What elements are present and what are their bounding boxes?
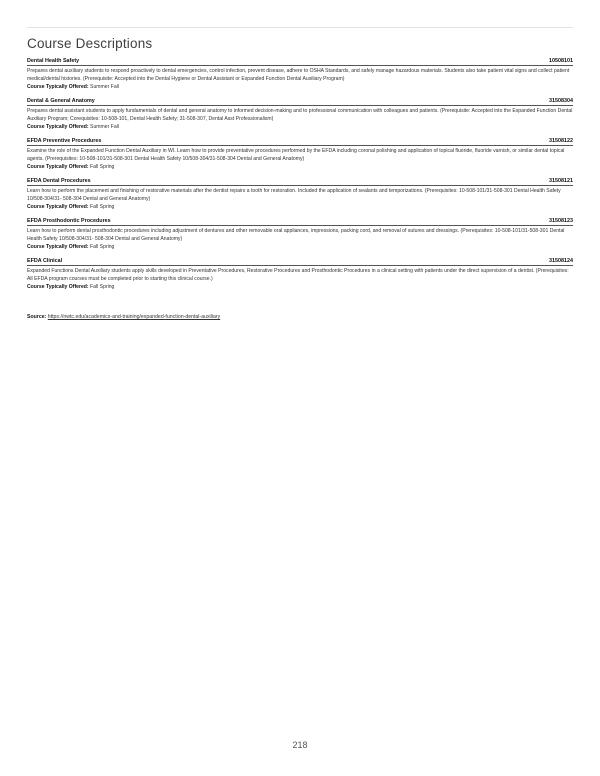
offered-terms: Summer Fall bbox=[90, 84, 119, 90]
course-code: 10508101 bbox=[549, 58, 573, 64]
offered-label: Course Typically Offered: bbox=[27, 164, 89, 170]
course-header bbox=[27, 178, 573, 186]
source-line bbox=[27, 314, 220, 320]
course-code: 31508121 bbox=[549, 178, 573, 184]
offered-terms: Fall Spring bbox=[90, 204, 115, 210]
top-divider bbox=[27, 27, 573, 28]
course-name: EFDA Dental Procedures bbox=[27, 178, 91, 184]
offered-terms: Fall Spring bbox=[90, 284, 115, 290]
course-entry bbox=[27, 98, 573, 131]
course-name: Dental Health Safety bbox=[27, 58, 80, 64]
source-label: Source: bbox=[27, 314, 47, 320]
course-entry bbox=[27, 138, 573, 171]
course-header bbox=[27, 58, 573, 66]
course-code: 31508304 bbox=[549, 98, 573, 104]
offered-label: Course Typically Offered: bbox=[27, 84, 89, 90]
course-header bbox=[27, 258, 573, 266]
course-name: EFDA Preventive Procedures bbox=[27, 138, 102, 144]
course-header bbox=[27, 98, 573, 106]
course-entry bbox=[27, 218, 573, 251]
page-title: Course Descriptions bbox=[27, 36, 153, 51]
course-code: 31508123 bbox=[549, 218, 573, 224]
course-list bbox=[27, 58, 573, 298]
page-number: 218 bbox=[292, 740, 308, 750]
course-description: Learn how to perform the placement and finishing of restorative materials after the dentist repairs a tooth for restoration. Included the application of sealants and temporizations. (Prerequisites: 10-508-101/31-508-301 Dental Health Safety 10/508-304/31- 508-304 Dental and General Anatomy) bbox=[27, 188, 561, 202]
offered-label: Course Typically Offered: bbox=[27, 244, 89, 250]
course-offered bbox=[27, 243, 573, 251]
course-description: Expanded Functions Dental Auxiliary students apply skills developed in Preventative Procedures, Restorative Procedures and Prosthodontic Procedures in a clinical setting with patients under the direct supervision of a dentist. (Prerequisites: All EFDA program courses must be completed prior to starting this clinical course.) bbox=[27, 268, 569, 282]
source-link[interactable]: https://nwtc.edu/academics-and-training/expanded-function-dental-auxiliary bbox=[47, 314, 221, 320]
offered-terms: Summer Fall bbox=[90, 124, 119, 130]
course-description: Examine the role of the Expanded Function Dental Auxiliary in WI. Learn how to provide preventative procedures performed by the EFDA including coronal polishing and application of topical fluoride, fluoride varnish, or similar dental topical agents. (Prerequisites: 10-508-101/31-508-301 Dental Health Safety 10/508-304/31-508-304 Dental and General Anatomy) bbox=[27, 148, 565, 162]
offered-label: Course Typically Offered: bbox=[27, 204, 89, 210]
course-entry bbox=[27, 178, 573, 211]
offered-terms: Fall Spring bbox=[90, 244, 115, 250]
course-offered bbox=[27, 163, 573, 171]
course-offered bbox=[27, 283, 573, 291]
course-header bbox=[27, 138, 573, 146]
course-entry bbox=[27, 58, 573, 91]
course-code: 31508124 bbox=[549, 258, 573, 264]
course-description: Prepares dental auxiliary students to respond proactively to dental emergencies, control infection, prevent disease, adhere to OSHA Standards, and safely manage hazardous materials. Students also take patient vital signs and collect patient medical/dental histories. (Prerequisite: Accepted into the Dental Hygiene or Dental Assistant or Expanded Function Dental Auxiliary Program) bbox=[27, 68, 570, 82]
course-offered bbox=[27, 203, 573, 211]
course-offered bbox=[27, 123, 573, 131]
course-description: Prepares dental assistant students to apply fundamentals of dental and general anatomy to informed decision-making and to professional communication with colleagues and patients. (Prerequisite: Accepted into the Expanded Function Dental Auxiliary Program; Corequisites: 10-508-101, Dental Health Safety; 31-508-307, Dental Asst Professionalism) bbox=[27, 108, 573, 122]
offered-label: Course Typically Offered: bbox=[27, 284, 89, 290]
offered-label: Course Typically Offered: bbox=[27, 124, 89, 130]
course-name: Dental & General Anatomy bbox=[27, 98, 95, 104]
course-header bbox=[27, 218, 573, 226]
course-description: Learn how to perform dental prosthodontic procedures including adjustment of dentures and other removable oral appliances, impressions, packing cord, and removal of sutures and dressings. (Prerequisites: 10-508-101/31-508-301 Dental Health Safety 10/508-304/31- 508-304 Dental and General Anatomy) bbox=[27, 228, 565, 242]
course-name: EFDA Clinical bbox=[27, 258, 63, 264]
offered-terms: Fall Spring bbox=[90, 164, 115, 170]
course-entry bbox=[27, 258, 573, 291]
course-offered bbox=[27, 83, 573, 91]
course-code: 31508122 bbox=[549, 138, 573, 144]
course-name: EFDA Prosthodontic Procedures bbox=[27, 218, 111, 224]
